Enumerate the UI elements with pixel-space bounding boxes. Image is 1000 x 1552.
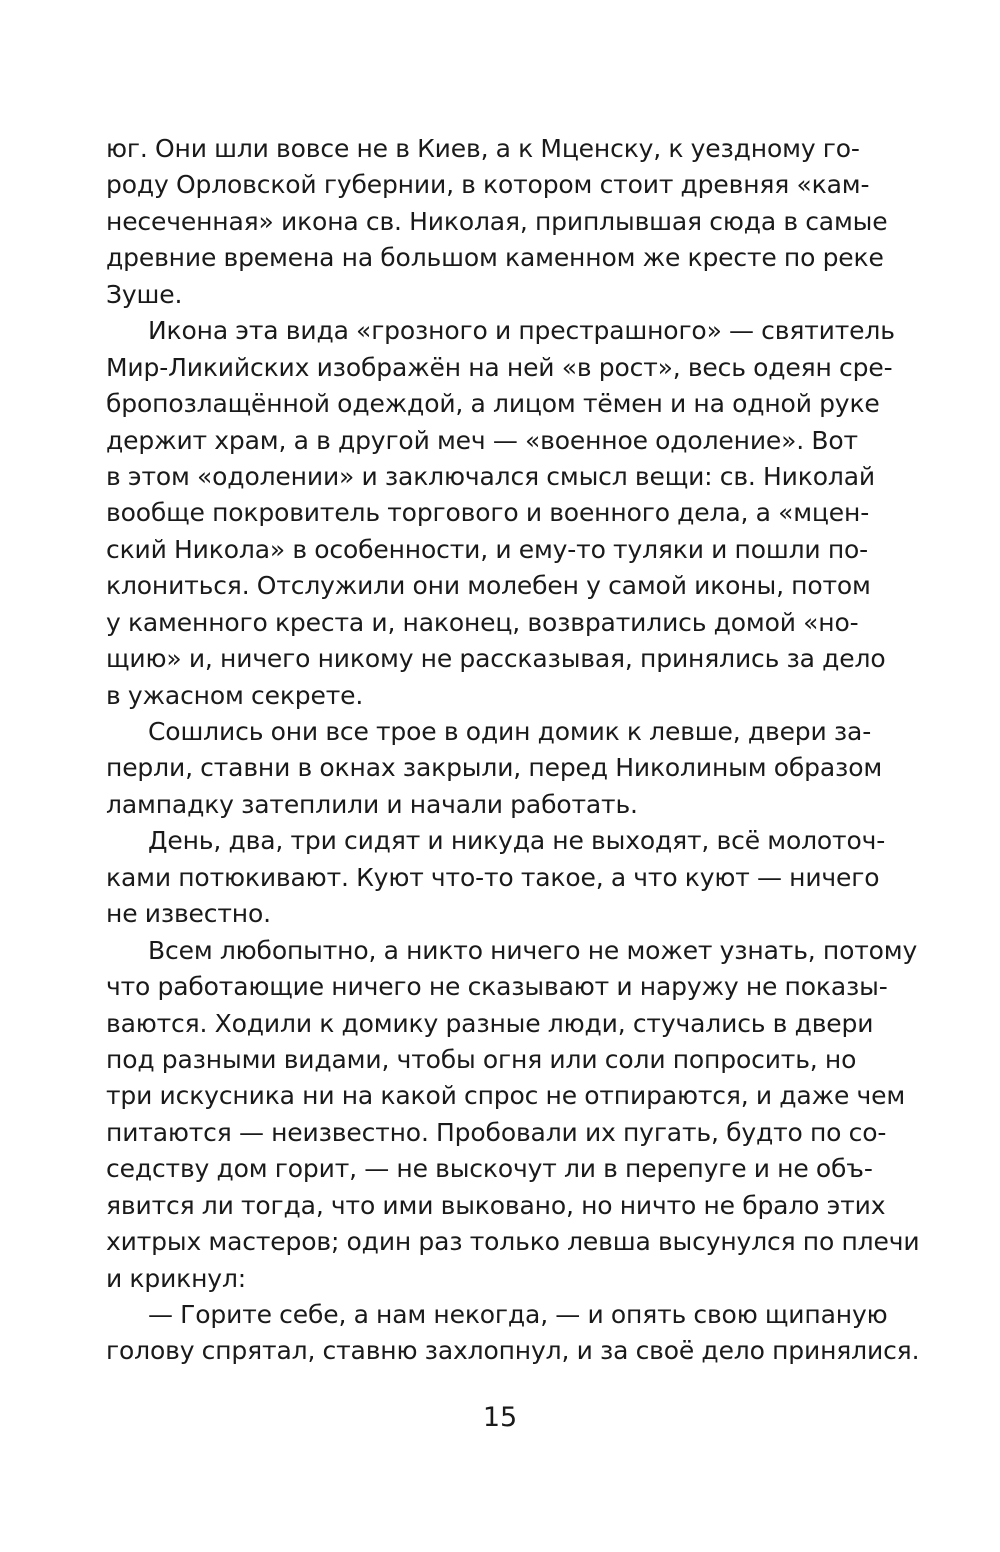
text-line: щию» и, ничего никому не рассказывая, принялись за дело [106,644,886,674]
text-line: что работающие ничего не сказывают и наружу не показы- [106,972,888,1002]
text-line: ский Никола» в особенности, и ему-то туляки и пошли по- [106,534,869,564]
text-line: Зуше. [106,279,183,309]
text-line: роду Орловской губернии, в котором стоит древняя «кам- [106,170,870,200]
text-line: Всем любопытно, а никто ничего не может узнать, потому [148,935,918,965]
text-line: в этом «одолении» и заключался смысл вещи: св. Николай [106,461,875,491]
text-line: несеченная» икона св. Николая, приплывшая сюда в самые [106,206,888,236]
text-line: держит храм, а в другой меч — «военное одоление». Вот [106,425,858,455]
text-line: перли, ставни в окнах закрыли, перед Николиным образом [106,753,883,783]
text-line: ваются. Ходили к домику разные люди, стучались в двери [106,1008,874,1038]
text-line: вообще покровитель торгового и военного дела, а «мцен- [106,498,870,528]
text-line: три искусника ни на какой спрос не отпираются, и даже чем [106,1081,906,1111]
text-line: День, два, три сидят и никуда не выходят, всё молоточ- [148,826,886,856]
page-number: 15 [482,1402,518,1433]
text-line: ками потюкивают. Куют что-то такое, а что куют — ничего [106,862,880,892]
text-line: хитрых мастеров; один раз только левша высунулся по плечи [106,1227,920,1257]
text-line: в ужасном секрете. [106,680,364,710]
text-line: питаются — неизвестно. Пробовали их пугать, будто по со- [106,1117,887,1147]
text-line: под разными видами, чтобы огня или соли попросить, но [106,1044,857,1074]
text-line: Мир-Ликийских изображён на ней «в рост», весь одеян сре- [106,352,893,382]
text-line: Икона эта вида «грозного и престрашного» — святитель [148,316,895,346]
text-line: бропозлащённой одеждой, а лицом тёмен и на одной руке [106,389,880,419]
text-line: клониться. Отслужили они молебен у самой иконы, потом [106,571,871,601]
text-line: лампадку затеплили и начали работать. [106,789,638,819]
body-text [106,131,920,1370]
text-line: седству дом горит, — не выскочут ли в перепуге и не объ- [106,1154,873,1184]
text-line: — Горите себе, а нам некогда, — и опять свою щипаную [148,1300,888,1329]
text-line: не известно. [106,899,271,929]
text-line: Сошлись они все трое в один домик к левше, двери за- [148,717,872,746]
text-line: голову спрятал, ставню захлопнул, и за своё дело принялися. [106,1336,920,1366]
text-line: у каменного креста и, наконец, возвратились домой «но- [106,607,859,637]
text-line: явится ли тогда, что ими выковано, но ничто не брало этих [106,1190,886,1220]
text-line: и крикнул: [106,1263,247,1293]
text-line: юг. Они шли вовсе не в Киев, а к Мценску, к уездному го- [106,134,860,163]
text-line: древние времена на большом каменном же кресте по реке [106,243,884,273]
